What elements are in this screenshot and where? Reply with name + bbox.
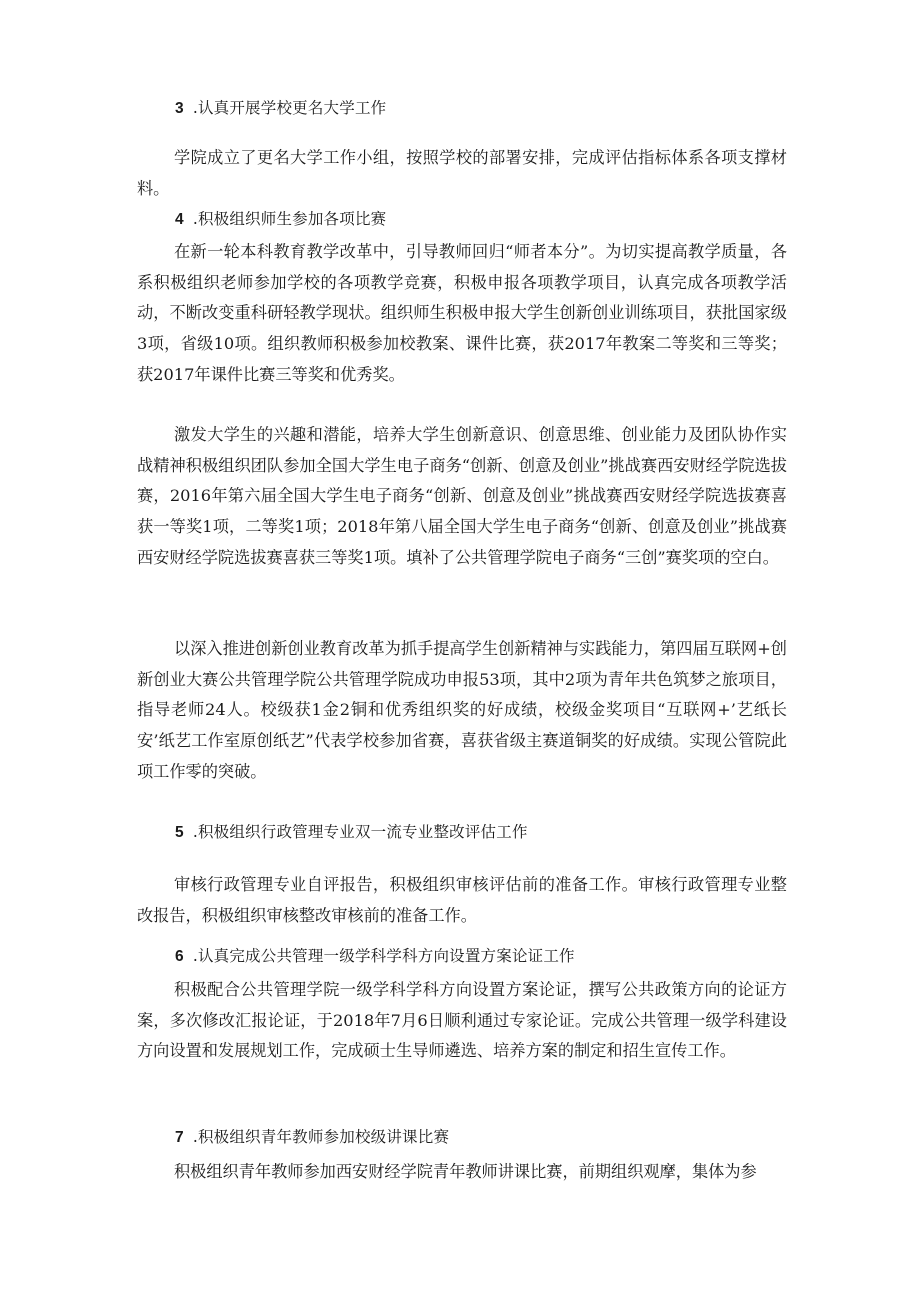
section-number: 5: [175, 824, 184, 841]
paragraph-internet-plus-competition: 以深入推进创新创业教育改革为抓手提高学生创新精神与实践能力，第四届互联网+创新创业大赛公共管理学院公共管理学院成功申报53项，其中2项为青年共色筑梦之旅项目，指导老师24人。校级获1金2铜和优秀组织奖的好成绩，校级金奖项目“互联网+’艺纸长安’纸艺工作室原创纸艺”代表学校参加省赛，喜获省级主赛道铜奖的好成绩。实现公管院此项工作零的突破。: [137, 639, 787, 781]
paragraph-lecture-competition: 积极组织青年教师参加西安财经学院青年教师讲课比赛，前期组织观摩，集体为参: [174, 1162, 757, 1181]
section-number: 4: [175, 211, 184, 228]
section-heading-5: [137, 819, 825, 846]
section-title: .积极组织行政管理专业双一流专业整改评估工作: [192, 823, 528, 841]
paragraph-renaming-university: 学院成立了更名大学工作小组，按照学校的部署安排，完成评估指标体系各项支撑材料。: [137, 148, 787, 198]
section-title: .认真完成公共管理一级学科学科方向设置方案论证工作: [192, 947, 575, 965]
section-number: 3: [175, 100, 184, 117]
section-heading-4: [137, 206, 825, 233]
section-heading-7: [137, 1124, 825, 1151]
paragraph-ecommerce-competition: 激发大学生的兴趣和潜能，培养大学生创新意识、创意思维、创业能力及团队协作实战精神积极组织团队参加全国大学生电子商务“创新、创意及创业”挑战赛西安财经学院选拔赛，2016年第六届全国大学生电子商务“创新、创意及创业”挑战赛西安财经学院选拔赛喜获一等奖1项，二等奖1项；2018年第八届全国大学生电子商务“创新、创意及创业”挑战赛西安财经学院选拔赛喜获三等奖1项。填补了公共管理学院电子商务“三创”赛奖项的空白。: [137, 425, 787, 567]
section-number: 6: [175, 948, 184, 965]
section-title: .积极组织青年教师参加校级讲课比赛: [192, 1128, 450, 1146]
paragraph-discipline-direction: 积极配合公共管理学院一级学科学科方向设置方案论证，撰写公共政策方向的论证方案，多次修改汇报论证，于2018年7月6日顺利通过专家论证。完成公共管理一级学科建设方向设置和发展规划工作，完成硕士生导师遴选、培养方案的制定和招生宣传工作。: [137, 980, 787, 1061]
section-title: .认真开展学校更名大学工作: [192, 99, 387, 117]
section-number: 7: [175, 1129, 184, 1146]
section-heading-3: [137, 95, 825, 122]
section-heading-6: [137, 943, 825, 970]
paragraph-major-evaluation: 审核行政管理专业自评报告，积极组织审核评估前的准备工作。审核行政管理专业整改报告，积极组织审核整改审核前的准备工作。: [137, 875, 787, 925]
paragraph-teaching-reform: 在新一轮本科教育教学改革中，引导教师回归“师者本分”。为切实提高教学质量，各系积极组织老师参加学校的各项教学竞赛，积极申报各项教学项目，认真完成各项教学活动，不断改变重科研轻教学现状。组织师生积极申报大学生创新创业训练项目，获批国家级3项，省级10项。组织教师积极参加校教案、课件比赛，获2017年教案二等奖和三等奖；获2017年课件比赛三等奖和优秀奖。: [137, 242, 787, 384]
section-title: .积极组织师生参加各项比赛: [192, 210, 387, 228]
